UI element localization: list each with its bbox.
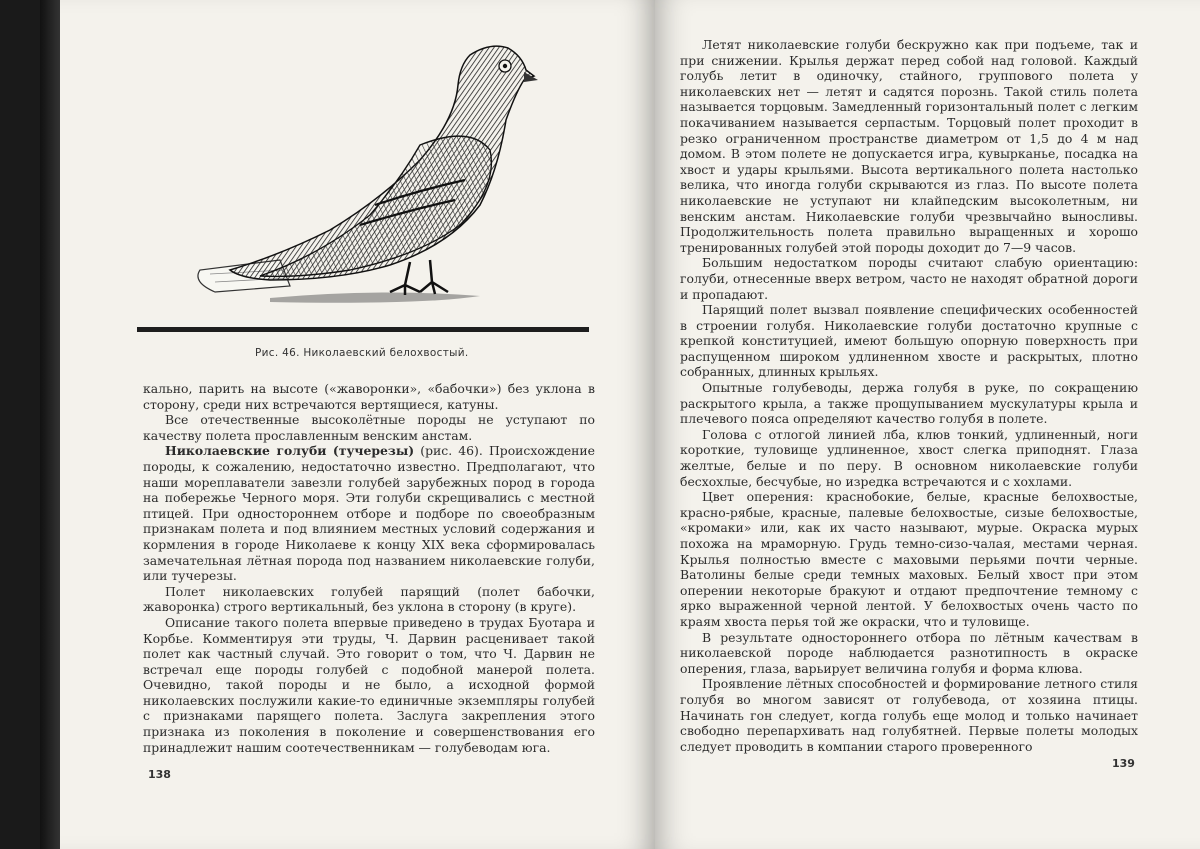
paragraph: Описание такого полета впервые приведено в трудах Буотара и Корбье. Комментируя эти труды, Ч. Дарвин расценивает такой полет как частный случай. Это говорит о том, что Ч. Дарвин не встречал еще породы голубей с подобной манерой полета. Очевидно, такой породы и не было, а исходной формой николаевских послужили какие-то единичные экземпляры голубей с признаками парящего полета. Заслуга закрепления этого признака из поколения в поколение и совершенствования его принадлежит нашим соотечественникам — голубеводам юга. bbox=[143, 614, 595, 755]
paragraph: кально, парить на высоте («жаворонки», «бабочки») без уклона в сторону, среди них встречаются вертящиеся, катуны. bbox=[143, 381, 595, 412]
paragraph: Цвет оперения: краснобокие, белые, красные белохвостые, красно-рябые, красные, палевые белохвостые, сизые белохвостые, «кромаки» или, как их часто называют, мурые. Окраска мурых похожа на мраморную. Грудь темно-сизо-чалая, местами черная. Крылья полностью вместе с маховыми перьями почти черные. Ватолины белые среди темных маховых. Белый хвост при этом оперении некоторые бракуют и отдают предпочтение темному с ярко выраженной черной лентой. У белохвостых очень часто по краям хвоста перья той же окраски, что и туловище. bbox=[680, 489, 1138, 629]
breed-heading-rest: (рис. 46). Происхождение bbox=[414, 443, 596, 459]
paragraph: Большим недостатком породы считают слабую ориентацию: голуби, отнесенные вверх ветром, часто не находят обратной дороги и пропадают. bbox=[680, 255, 1138, 302]
page-number-left: 138 bbox=[148, 768, 171, 781]
page-number-right: 139 bbox=[1112, 757, 1135, 770]
left-page-text bbox=[143, 381, 595, 755]
paragraph: Полет николаевских голубей парящий (полет бабочки, жаворонка) строго вертикальный, без уклона в сторону (в круге). bbox=[143, 583, 595, 615]
pigeon-drawing bbox=[120, 30, 590, 325]
figure-caption: Рис. 46. Николаевский белохвостый. bbox=[255, 347, 469, 359]
paragraph: Голова с отлогой линией лба, клюв тонкий, удлиненный, ноги короткие, туловище удлиненное, хвост слегка приподнят. Глаза желтые, белые и по перу. В основном николаевские голуби бесхохлые, бесчубые, но изредка встречаются и с хохлами. bbox=[680, 426, 1138, 489]
breed-heading-paragraph bbox=[143, 443, 595, 583]
paragraph: породы, к сожалению, недостаточно известно. Предполагают, что наши мореплаватели завезли голубей зарубежных пород в города на побережье Черного моря. Эти голуби скрещивались с местной птицей. При одностороннем отборе и подборе по своеобразным признакам полета и под влиянием местных условий содержания и кормления в городе Николаеве к концу XIX века сформировалась замечательная лётная порода под названием николаевские голуби, или тучерезы. bbox=[143, 458, 595, 584]
right-page-text bbox=[680, 37, 1138, 754]
paragraph: Проявление лётных способностей и формирование летного стиля голубя во многом зависят от голубевода, от хозяина птицы. Начинать гон следует, когда голубь еще молод и только начинает свободно перепархивать над голубятней. Первые полеты молодых следует проводить в компании старого проверенного bbox=[680, 676, 1138, 754]
pigeon-illustration bbox=[120, 30, 590, 325]
breed-heading: Николаевские голуби (тучерезы) bbox=[165, 443, 415, 459]
paragraph: Парящий полет вызвал появление специфических особенностей в строении голубя. Николаевские голуби достаточно крупные с крепкой конституцией, имеют большую опорную поверхность при распущенном широком удлиненном хвосте и раскрытых, плотно собранных, длинных крыльях. bbox=[680, 302, 1138, 380]
paragraph: Опытные голубеводы, держа голубя в руке, по сокращению раскрытого крыла, а также прощупыванием мускулатуры крыла и плечевого пояса определяют качество голубя в полете. bbox=[680, 380, 1138, 427]
figure-rule bbox=[137, 327, 589, 332]
paragraph: В результате одностороннего отбора по лётным качествам в николаевской породе наблюдается разнотипность в окраске оперения, глаза, варьирует величина голубя и форма клюва. bbox=[680, 629, 1138, 676]
paragraph: Летят николаевские голуби бескружно как при подъеме, так и при снижении. Крылья держат перед собой над головой. Каждый голубь летит в одиночку, стайного, группового полета у николаевских нет — летят и садятся порознь. Такой стиль полета называется торцовым. Замедленный горизонтальный полет с легким покачиванием называется серпастым. Торцовый полет проходит в резко ограниченном пространстве диаметром от 1,5 до 4 м над домом. В этом полете не допускается игра, кувырканье, посадка на хвост и удары крыльями. Высота вертикального полета настолько велика, что иногда голуби скрываются из глаз. По высоте полета николаевские не уступают ни клайпедским высоколетным, ни венским анстам. Николаевские голуби чрезвычайно выносливы. Продолжительность полета правильно выращенных и хорошо тренированных голубей этой породы доходит до 7—9 часов. bbox=[680, 37, 1138, 255]
paragraph: Все отечественные высоколётные породы не уступают по качеству полета прославленным венским анстам. bbox=[143, 412, 595, 443]
